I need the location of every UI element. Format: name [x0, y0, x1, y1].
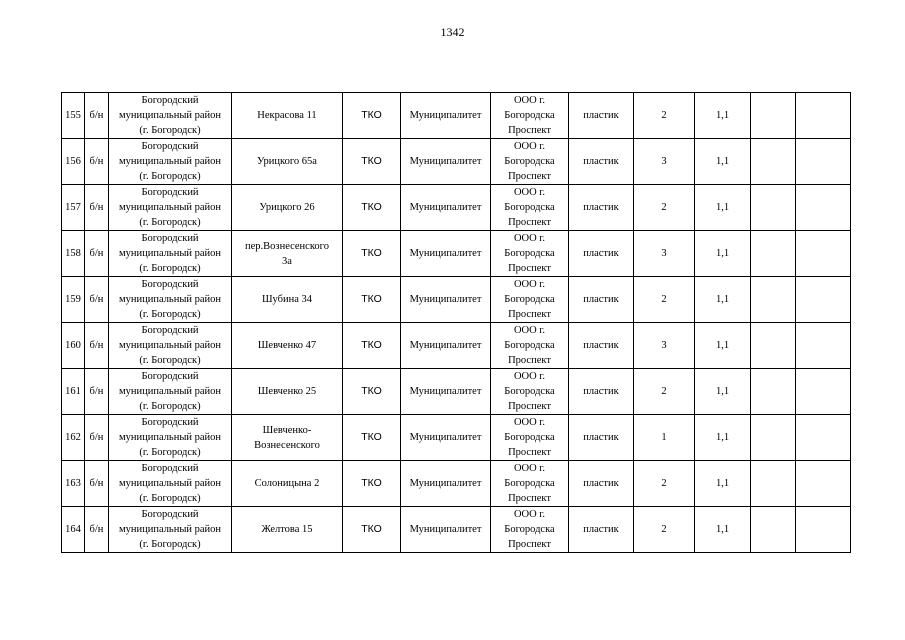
address-line: Желтова 15: [261, 524, 313, 535]
table-row: [62, 139, 851, 185]
district-line: Богородский: [141, 187, 199, 198]
operator-line: Проспект: [508, 539, 551, 550]
container-volume-cell: 1,1: [695, 231, 751, 277]
district-line: Богородский: [141, 371, 199, 382]
row-bn-cell: б/н: [85, 507, 109, 553]
waste-type-cell: ТКО: [343, 277, 401, 323]
empty-cell: [796, 507, 851, 553]
operator-line: Богородска: [504, 386, 555, 397]
address-line: 3а: [282, 255, 292, 267]
operator-cell: [491, 369, 569, 415]
empty-cell: [751, 231, 796, 277]
empty-cell: [796, 185, 851, 231]
table-row: [62, 231, 851, 277]
district-line: муниципальный район: [118, 294, 222, 305]
container-count-cell: 1: [634, 415, 695, 461]
row-bn-cell: б/н: [85, 277, 109, 323]
owner-cell: Муниципалитет: [401, 277, 491, 323]
row-number-cell: 163: [62, 461, 85, 507]
page-number: 1342: [440, 25, 465, 39]
operator-cell: [491, 231, 569, 277]
operator-line: Проспект: [508, 217, 551, 228]
table-row: [62, 461, 851, 507]
district-line: (г. Богородск): [139, 125, 201, 136]
material-cell: пластик: [569, 507, 634, 553]
district-line: Богородский: [141, 325, 199, 336]
row-number-cell: 162: [62, 415, 85, 461]
district-line: муниципальный район: [118, 524, 222, 535]
operator-line: ООО г.: [513, 371, 546, 382]
owner-cell: Муниципалитет: [401, 231, 491, 277]
address-cell: [232, 93, 343, 139]
district-line: (г. Богородск): [139, 217, 201, 228]
material-cell: пластик: [569, 93, 634, 139]
operator-line: ООО г.: [513, 187, 546, 198]
operator-line: Богородска: [504, 432, 555, 443]
container-count-cell: 3: [634, 323, 695, 369]
row-bn-cell: б/н: [85, 93, 109, 139]
district-line: (г. Богородск): [139, 355, 201, 366]
district-line: муниципальный район: [118, 202, 222, 213]
district-line: муниципальный район: [118, 478, 222, 489]
address-line: Шевченко 47: [257, 340, 317, 351]
operator-line: Богородска: [504, 340, 555, 351]
table-row: [62, 415, 851, 461]
row-bn-cell: б/н: [85, 139, 109, 185]
row-number-cell: 161: [62, 369, 85, 415]
owner-cell: Муниципалитет: [401, 323, 491, 369]
district-cell: [109, 369, 232, 415]
district-line: муниципальный район: [118, 340, 222, 351]
empty-cell: [751, 369, 796, 415]
district-cell: [109, 277, 232, 323]
operator-cell: [491, 139, 569, 185]
address-cell: [232, 277, 343, 323]
operator-line: Проспект: [508, 401, 551, 412]
material-cell: пластик: [569, 277, 634, 323]
owner-cell: Муниципалитет: [401, 93, 491, 139]
district-line: Богородский: [141, 463, 199, 474]
row-bn-cell: б/н: [85, 461, 109, 507]
district-line: (г. Богородск): [139, 401, 201, 412]
district-line: Богородский: [141, 417, 199, 428]
operator-line: ООО г.: [513, 463, 546, 474]
operator-cell: [491, 415, 569, 461]
district-line: муниципальный район: [118, 156, 222, 167]
address-line: Шевченко-: [262, 424, 312, 436]
operator-line: Проспект: [508, 263, 551, 274]
empty-cell: [751, 185, 796, 231]
waste-type-cell: ТКО: [343, 415, 401, 461]
owner-cell: Муниципалитет: [401, 185, 491, 231]
address-cell: [232, 461, 343, 507]
district-line: муниципальный район: [118, 110, 222, 121]
empty-cell: [796, 369, 851, 415]
address-line: Шубина 34: [261, 294, 313, 305]
container-volume-cell: 1,1: [695, 323, 751, 369]
district-cell: [109, 461, 232, 507]
operator-line: ООО г.: [513, 279, 546, 290]
operator-line: Проспект: [508, 493, 551, 504]
container-volume-cell: 1,1: [695, 461, 751, 507]
address-cell: [232, 139, 343, 185]
empty-cell: [751, 507, 796, 553]
row-number-cell: 158: [62, 231, 85, 277]
container-volume-cell: 1,1: [695, 185, 751, 231]
container-count-cell: 2: [634, 507, 695, 553]
table-row: [62, 507, 851, 553]
row-number-cell: 155: [62, 93, 85, 139]
district-cell: [109, 323, 232, 369]
owner-cell: Муниципалитет: [401, 139, 491, 185]
operator-cell: [491, 185, 569, 231]
material-cell: пластик: [569, 461, 634, 507]
operator-line: Богородска: [504, 294, 555, 305]
district-line: (г. Богородск): [139, 493, 201, 504]
container-sites-table: [61, 92, 851, 553]
container-volume-cell: 1,1: [695, 415, 751, 461]
container-count-cell: 3: [634, 231, 695, 277]
waste-type-cell: ТКО: [343, 461, 401, 507]
container-count-cell: 2: [634, 93, 695, 139]
waste-type-cell: ТКО: [343, 231, 401, 277]
empty-cell: [751, 139, 796, 185]
waste-type-cell: ТКО: [343, 185, 401, 231]
district-line: (г. Богородск): [139, 171, 201, 182]
operator-line: Проспект: [508, 171, 551, 182]
district-line: Богородский: [141, 233, 199, 244]
waste-type-cell: ТКО: [343, 507, 401, 553]
table-row: [62, 277, 851, 323]
material-cell: пластик: [569, 139, 634, 185]
empty-cell: [796, 415, 851, 461]
container-volume-cell: 1,1: [695, 93, 751, 139]
container-count-cell: 2: [634, 185, 695, 231]
district-cell: [109, 139, 232, 185]
material-cell: пластик: [569, 369, 634, 415]
owner-cell: Муниципалитет: [401, 461, 491, 507]
operator-cell: [491, 461, 569, 507]
empty-cell: [796, 139, 851, 185]
empty-cell: [796, 277, 851, 323]
operator-line: Богородска: [504, 478, 555, 489]
address-cell: [232, 507, 343, 553]
empty-cell: [751, 277, 796, 323]
waste-type-cell: ТКО: [343, 323, 401, 369]
operator-line: Проспект: [508, 309, 551, 320]
operator-line: ООО г.: [513, 325, 546, 336]
operator-line: Богородска: [504, 156, 555, 167]
operator-line: Богородска: [504, 248, 555, 259]
container-count-cell: 2: [634, 277, 695, 323]
operator-line: Богородска: [504, 524, 555, 535]
address-line: Урицкого 65а: [257, 156, 317, 167]
district-line: муниципальный район: [118, 386, 222, 397]
address-cell: [232, 185, 343, 231]
owner-cell: Муниципалитет: [401, 507, 491, 553]
district-cell: [109, 185, 232, 231]
row-number-cell: 164: [62, 507, 85, 553]
address-line: пер.Вознесенского: [245, 240, 329, 252]
container-volume-cell: 1,1: [695, 507, 751, 553]
material-cell: пластик: [569, 231, 634, 277]
district-line: Богородский: [141, 509, 199, 520]
district-line: Богородский: [141, 95, 199, 106]
material-cell: пластик: [569, 415, 634, 461]
empty-cell: [796, 461, 851, 507]
table-row: [62, 369, 851, 415]
district-line: (г. Богородск): [139, 263, 201, 274]
owner-cell: Муниципалитет: [401, 415, 491, 461]
table-body: [62, 93, 851, 553]
material-cell: пластик: [569, 323, 634, 369]
district-cell: [109, 93, 232, 139]
row-number-cell: 159: [62, 277, 85, 323]
district-line: (г. Богородск): [139, 539, 201, 550]
empty-cell: [751, 415, 796, 461]
empty-cell: [796, 323, 851, 369]
operator-line: ООО г.: [513, 95, 546, 106]
empty-cell: [796, 93, 851, 139]
operator-line: Проспект: [508, 355, 551, 366]
address-cell: [232, 323, 343, 369]
district-line: муниципальный район: [118, 432, 222, 443]
operator-line: ООО г.: [513, 233, 546, 244]
empty-cell: [751, 461, 796, 507]
row-bn-cell: б/н: [85, 369, 109, 415]
operator-line: Богородска: [504, 110, 555, 121]
waste-type-cell: ТКО: [343, 369, 401, 415]
table-row: [62, 185, 851, 231]
address-line: Солоницына 2: [254, 478, 320, 489]
row-bn-cell: б/н: [85, 323, 109, 369]
address-cell: [232, 415, 343, 461]
row-bn-cell: б/н: [85, 231, 109, 277]
container-volume-cell: 1,1: [695, 277, 751, 323]
empty-cell: [751, 93, 796, 139]
container-count-cell: 2: [634, 369, 695, 415]
row-bn-cell: б/н: [85, 185, 109, 231]
container-count-cell: 2: [634, 461, 695, 507]
operator-cell: [491, 93, 569, 139]
district-cell: [109, 415, 232, 461]
district-line: (г. Богородск): [139, 309, 201, 320]
address-line: Урицкого 26: [259, 202, 315, 213]
district-line: (г. Богородск): [139, 447, 201, 458]
operator-line: Проспект: [508, 447, 551, 458]
address-line: Некрасова 11: [257, 110, 317, 121]
material-cell: пластик: [569, 185, 634, 231]
district-cell: [109, 507, 232, 553]
empty-cell: [796, 231, 851, 277]
table-row: [62, 323, 851, 369]
operator-line: ООО г.: [513, 509, 546, 520]
operator-line: Проспект: [508, 125, 551, 136]
address-cell: [232, 369, 343, 415]
owner-cell: Муниципалитет: [401, 369, 491, 415]
row-number-cell: 160: [62, 323, 85, 369]
operator-cell: [491, 277, 569, 323]
operator-line: ООО г.: [513, 417, 546, 428]
container-count-cell: 3: [634, 139, 695, 185]
district-cell: [109, 231, 232, 277]
container-volume-cell: 1,1: [695, 369, 751, 415]
row-bn-cell: б/н: [85, 415, 109, 461]
row-number-cell: 157: [62, 185, 85, 231]
district-line: Богородский: [141, 141, 199, 152]
table-row: [62, 93, 851, 139]
waste-type-cell: ТКО: [343, 93, 401, 139]
container-volume-cell: 1,1: [695, 139, 751, 185]
district-line: муниципальный район: [118, 248, 222, 259]
operator-line: Богородска: [504, 202, 555, 213]
waste-type-cell: ТКО: [343, 139, 401, 185]
address-cell: [232, 231, 343, 277]
address-line: Шевченко 25: [257, 386, 317, 397]
empty-cell: [751, 323, 796, 369]
address-line: Вознесенского: [254, 439, 320, 451]
operator-cell: [491, 507, 569, 553]
operator-line: ООО г.: [513, 141, 546, 152]
row-number-cell: 156: [62, 139, 85, 185]
district-line: Богородский: [141, 279, 199, 290]
operator-cell: [491, 323, 569, 369]
